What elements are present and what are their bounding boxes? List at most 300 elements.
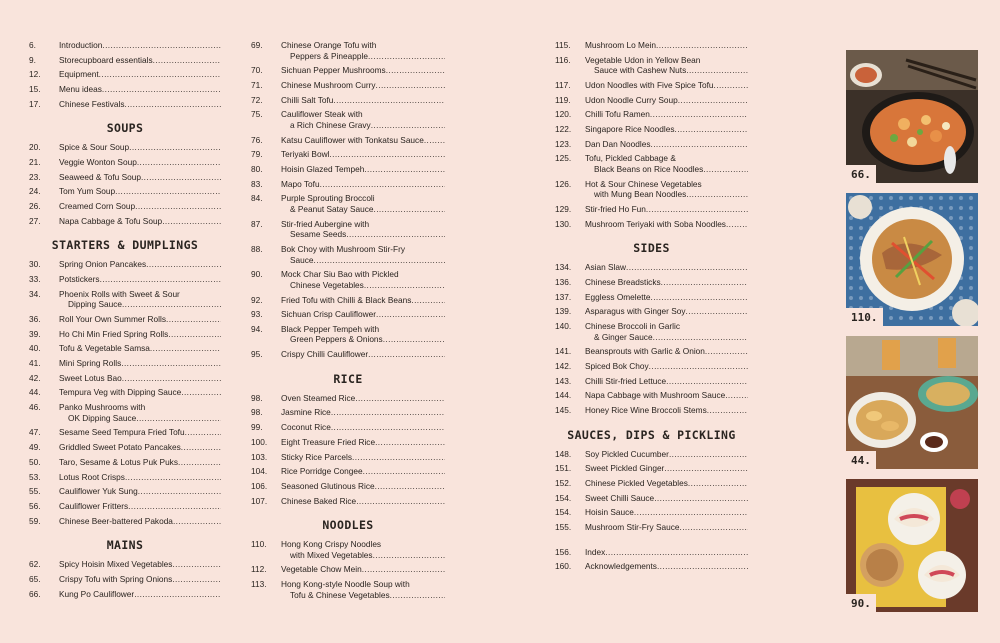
contents-entry[interactable] [555,463,748,474]
contents-entry[interactable] [251,109,445,130]
contents-entry[interactable] [555,306,748,317]
page-number: 119. [555,94,571,105]
recipe-title: Napa Cabbage with Mushroom Sauce [585,390,726,401]
dot-leader [333,95,445,106]
recipe-title: Tom Yum Soup [59,186,116,197]
recipe-title: Mini Spring Rolls [59,358,122,369]
contents-entry[interactable] [29,343,221,354]
dot-leader [653,332,748,343]
contents-entry[interactable] [29,259,221,270]
contents-entry[interactable] [29,289,221,310]
page-number: 88. [251,243,263,254]
contents-entry[interactable] [251,564,445,575]
recipe-title: Singapore Rice Noodles [585,124,675,135]
page-number: 23. [29,171,41,182]
contents-entry[interactable] [251,164,445,175]
dot-leader [178,457,221,468]
contents-entry[interactable] [251,244,445,265]
dot-leader [390,590,445,601]
page-number: 34. [29,288,41,299]
dot-leader [100,274,221,285]
recipe-title: Tofu & Chinese Vegetables [290,589,390,600]
recipe-title: Mushroom Teriyaki with Soba Noodles [585,218,726,229]
dot-leader [375,437,445,448]
contents-entry[interactable] [555,204,748,215]
page-number: 27. [29,215,41,226]
dot-leader [646,204,748,215]
page-number: 125. [555,153,572,164]
contents-entry[interactable] [29,402,221,423]
recipe-title: & Peanut Satay Sauce [290,203,374,214]
recipe-title: Spring Onion Pancakes [59,259,147,270]
recipe-title: Hoisin Sauce [585,507,634,518]
contents-entry[interactable] [29,486,221,497]
recipe-title: with Mixed Vegetables [290,549,373,560]
recipe-title: Sesame Seed Tempura Fried Tofu [59,427,185,438]
contents-column-2 [251,40,445,604]
page-number: 115. [555,40,571,50]
dot-leader [626,262,748,273]
contents-entry[interactable] [555,109,748,120]
dot-leader [102,40,221,51]
contents-entry[interactable] [29,457,221,468]
page-number: 56. [29,500,41,511]
page-number: 24. [29,186,41,197]
page-number: 80. [251,164,263,174]
contents-entry[interactable] [29,216,221,227]
recipe-title: Cauliflower Steak with [281,109,363,120]
dot-leader [383,334,445,345]
recipe-title: Soy Pickled Cucumber [585,448,669,459]
recipe-title: Cauliflower Fritters [59,500,129,511]
contents-entry[interactable] [555,139,748,150]
page-number: 104. [251,466,268,477]
contents-entry[interactable] [555,561,748,572]
contents-entry[interactable] [251,219,445,240]
page-number: 136. [555,276,572,287]
contents-entry[interactable] [251,466,445,477]
dot-leader [634,507,748,518]
page-number: 47. [29,427,41,438]
page-number: 151. [555,463,572,474]
page-number: 70. [251,65,263,76]
contents-entry[interactable] [555,262,748,273]
recipe-title: Chinese Orange Tofu with [281,40,377,50]
recipe-title: Black Beans on Rice Noodles [594,164,704,174]
dot-leader [657,561,748,572]
contents-entry[interactable] [555,405,748,416]
dot-leader [329,149,445,160]
contents-entry[interactable] [29,99,221,110]
contents-entry[interactable] [29,142,221,153]
recipe-title: Chinese Pickled Vegetables [585,478,688,488]
recipe-title: Tofu, Pickled Cabbage & [585,153,676,164]
contents-entry[interactable] [555,179,748,200]
contents-entry[interactable] [251,452,445,463]
contents-entry[interactable] [555,219,748,230]
page-number: 90. [251,269,263,280]
page-number: 44. [29,387,41,398]
recipe-title: OK Dipping Sauce [68,412,137,423]
page-number: 9. [29,54,36,65]
section-heading: NOODLES [322,518,374,533]
dot-leader [352,452,445,463]
recipe-title: Kung Po Cauliflower [59,588,135,599]
dot-leader [680,522,748,533]
recipe-title: Udon Noodles with Five Spice Tofu [585,79,714,90]
recipe-title: Chinese Baked Rice [281,495,357,506]
page-number: 15. [29,84,41,95]
recipe-title: Menu ideas [59,84,102,95]
dot-leader [124,99,221,110]
page-number: 79. [251,149,263,160]
dot-leader [674,124,748,135]
page-number: 137. [555,291,572,302]
dot-leader [650,109,748,120]
dot-leader [122,299,221,310]
recipe-title: Fried Tofu with Chilli & Black Beans [281,294,412,305]
contents-entry[interactable] [555,346,748,357]
dot-leader [135,201,221,212]
recipe-title: Dan Dan Noodles [585,138,651,149]
page-number: 98. [251,392,263,403]
page-number: 112. [251,564,267,575]
recipe-title: Spice & Sour Soup [59,142,130,153]
contents-entry[interactable] [251,80,445,91]
contents-entry[interactable] [29,201,221,212]
dot-leader [371,120,445,131]
recipe-title: Cauliflower Yuk Sung [59,486,138,497]
dot-leader [686,65,748,76]
dot-leader [688,478,748,489]
page-number: 122. [555,124,572,135]
page-number: 144. [555,390,572,401]
recipe-title: Vegetable Udon in Yellow Bean [585,54,701,65]
recipe-title: with Mung Bean Noodles [594,189,687,200]
contents-entry[interactable] [29,373,221,384]
recipe-title: Index [585,546,606,557]
recipe-title: & Ginger Sauce [594,331,653,342]
dot-leader [137,157,221,168]
dot-leader [172,559,221,570]
dot-leader [185,427,221,438]
recipe-title: Potstickers [59,274,100,285]
contents-entry[interactable] [29,314,221,325]
page-number: 49. [29,442,41,453]
recipe-title: Rice Porridge Congee [281,466,363,477]
recipe-title: Sesame Seeds [290,229,347,240]
contents-entry[interactable] [29,387,221,398]
page-number: 141. [555,346,572,357]
dot-leader [99,69,221,80]
contents-entry[interactable] [251,309,445,320]
contents-entry[interactable] [251,193,445,214]
recipe-title: Beansprouts with Garlic & Onion [585,346,705,357]
contents-entry[interactable] [251,437,445,448]
section-heading: RICE [333,371,363,386]
recipe-title: Chilli Salt Tofu [281,94,334,105]
contents-entry[interactable] [555,321,748,342]
photo-page-badge: 44. [846,451,876,469]
page-number: 129. [555,203,572,214]
wok-dish-illustration [846,50,978,183]
dot-leader [386,65,445,76]
dot-leader [331,422,445,433]
page-number: 72. [251,94,263,105]
page-number: 21. [29,157,41,168]
recipe-title: Crispy Chilli Cauliflower [281,349,369,360]
page-number: 155. [555,522,572,533]
dot-leader [168,329,221,340]
page-number: 69. [251,40,263,50]
contents-entry[interactable] [555,449,748,460]
page-number: 92. [251,294,263,305]
contents-column-1 [29,40,221,603]
page-number: 65. [29,573,41,584]
recipe-title: Sichuan Pepper Mushrooms [281,65,386,76]
recipe-title: Sweet Pickled Ginger [585,463,665,474]
contents-entry[interactable] [251,481,445,492]
page-number: 154. [555,492,572,503]
contents-entry[interactable] [555,390,748,401]
recipe-title: Lotus Root Crisps [59,471,125,482]
recipe-title: Taro, Sesame & Lotus Puk Puks [59,456,178,467]
page-number: 145. [555,405,572,416]
recipe-title: Peppers & Pineapple [290,50,368,61]
contents-entry[interactable] [555,80,748,91]
page-number: 46. [29,402,41,413]
contents-entry[interactable] [251,407,445,418]
photo-page-badge: 66. [846,165,876,183]
contents-entry[interactable] [29,589,221,600]
contents-entry[interactable] [555,507,748,518]
page-number: 33. [29,274,41,285]
dot-leader [146,259,221,270]
recipe-title: Sichuan Crisp Cauliflower [281,309,376,320]
page-number: 40. [29,343,41,354]
recipe-title: Vegetable Chow Mein [281,564,362,575]
dot-leader [129,142,221,153]
recipe-title: Black Pepper Tempeh with [281,323,380,334]
contents-entry[interactable] [555,478,748,489]
dot-leader [346,229,445,240]
dot-leader [172,574,221,585]
dot-leader [181,387,221,398]
recipe-title: Mock Char Siu Bao with Pickled [281,269,399,280]
page-number: 152. [555,478,572,488]
page-number: 17. [29,98,41,109]
dot-leader [707,405,748,416]
dot-leader [669,449,748,460]
page-number: 95. [251,349,263,360]
page-number: 106. [251,480,268,491]
dot-leader [320,179,445,190]
contents-entry[interactable] [555,522,748,533]
page-number: 93. [251,309,263,320]
contents-entry[interactable] [555,124,748,135]
dot-leader [686,189,748,200]
recipe-title: Tempura Veg with Dipping Sauce [59,387,182,398]
contents-entry[interactable] [251,65,445,76]
dot-leader [605,547,748,558]
contents-entry[interactable] [29,55,221,66]
dot-leader [364,280,445,291]
page-number: 117. [555,79,571,90]
recipe-title: Chilli Stir-fried Lettuce [585,375,667,386]
contents-entry[interactable] [29,472,221,483]
dot-leader [314,255,445,266]
dot-leader [686,306,748,317]
recipe-title: Ho Chi Min Fried Spring Rolls [59,328,169,339]
recipe-title: Chinese Festivals [59,98,125,109]
recipe-title: Hoisin Glazed Tempeh [281,164,365,174]
contents-entry[interactable] [251,496,445,507]
photo-page-badge: 110. [846,308,883,326]
contents-entry[interactable] [555,361,748,372]
recipe-title: Spicy Hoisin Mixed Vegetables [59,559,173,570]
photo-tempura-table [846,336,978,469]
contents-entry[interactable] [29,442,221,453]
contents-entry[interactable] [251,269,445,290]
page-number: 156. [555,546,572,557]
recipe-title: Hong Kong Crispy Noodles [281,539,382,550]
contents-entry[interactable] [251,539,445,560]
dot-leader [102,84,221,95]
contents-entry[interactable] [251,349,445,360]
recipe-title: Napa Cabbage & Tofu Soup [59,215,163,226]
dot-leader [128,501,221,512]
page-number: 26. [29,201,41,212]
contents-entry[interactable] [29,358,221,369]
contents-entry[interactable] [251,135,445,146]
contents-entry[interactable] [29,186,221,197]
contents-entry[interactable] [251,324,445,345]
contents-entry[interactable] [251,179,445,190]
contents-entry[interactable] [29,516,221,527]
recipe-title: Chinese Mushroom Curry [281,79,376,90]
page-number: 113. [251,579,267,590]
page-number: 103. [251,451,268,462]
contents-entry[interactable] [29,501,221,512]
recipe-title: Chinese Breadsticks [585,276,661,287]
section-heading: SIDES [633,241,670,256]
contents-entry[interactable] [29,574,221,585]
recipe-title: Crispy Tofu with Spring Onions [59,573,173,584]
page-number: 94. [251,323,263,334]
dot-leader [714,80,748,91]
contents-entry[interactable] [29,40,221,51]
recipe-title: Equipment [59,69,99,80]
contents-entry[interactable] [555,277,748,288]
dot-leader [181,442,221,453]
dot-leader [125,472,221,483]
contents-entry[interactable] [251,295,445,306]
dot-leader [364,164,445,175]
contents-entry[interactable] [29,69,221,80]
recipe-title: Eight Treasure Fried Rice [281,436,376,447]
page-number: 123. [555,138,572,149]
tempura-table-illustration [846,336,978,469]
dot-leader [726,219,748,230]
contents-entry[interactable] [555,547,748,558]
page-number: 139. [555,306,572,317]
recipe-title: Green Peppers & Onions [290,334,383,345]
recipe-title: Mushroom Lo Mein [585,40,657,50]
recipe-title: Udon Noodle Curry Soup [585,94,678,105]
page-number: 143. [555,375,572,386]
contents-entry[interactable] [555,376,748,387]
contents-entry[interactable] [555,292,748,303]
contents-entry[interactable] [251,579,445,600]
contents-entry[interactable] [29,329,221,340]
contents-column-3 [555,40,748,576]
page-number: 110. [251,539,267,550]
contents-entry[interactable] [251,40,445,61]
page-number: 41. [29,358,41,369]
contents-entry[interactable] [251,422,445,433]
contents-entry[interactable] [251,95,445,106]
contents-entry[interactable] [29,559,221,570]
page-number: 87. [251,218,263,229]
dot-leader [411,295,445,306]
recipe-title: Stir-fried Ho Fun [585,203,646,214]
contents-entry[interactable] [555,493,748,504]
page-number: 12. [29,69,41,80]
contents-entry[interactable] [555,55,748,76]
dot-leader [122,373,221,384]
contents-entry[interactable] [29,157,221,168]
contents-entry[interactable] [29,84,221,95]
page-number: 59. [29,515,41,526]
recipe-title: Stir-fried Aubergine with [281,218,370,229]
dot-leader [331,407,445,418]
dot-leader [150,343,221,354]
dot-leader [705,346,748,357]
dot-leader [134,589,221,600]
dot-leader [654,493,748,504]
contents-entry[interactable] [29,274,221,285]
page-number: 71. [251,79,263,90]
contents-entry[interactable] [251,149,445,160]
dot-leader [666,376,748,387]
dot-leader [376,309,445,320]
page-number: 50. [29,456,41,467]
contents-entry[interactable] [29,172,221,183]
contents-entry[interactable] [251,393,445,404]
page-number: 53. [29,471,41,482]
page-number: 107. [251,495,268,506]
contents-entry[interactable] [29,427,221,438]
contents-entry[interactable] [555,40,748,51]
page-number: 83. [251,178,263,189]
recipe-title: Phoenix Rolls with Sweet & Sour [59,288,180,299]
recipe-title: Bok Choy with Mushroom Stir-Fry [281,243,406,254]
page-number: 66. [29,588,41,599]
recipe-title: Honey Rice Wine Broccoli Stems [585,405,707,416]
page-number: 55. [29,486,41,497]
recipe-title: Chinese Vegetables [290,279,364,290]
dot-leader [368,349,445,360]
recipe-title: Hong Kong-style Noodle Soup with [281,579,410,590]
dot-leader [115,186,221,197]
contents-entry[interactable] [555,95,748,106]
page-number: 140. [555,321,572,331]
dot-leader [375,481,445,492]
recipe-title: Griddled Sweet Potato Pancakes [59,442,181,453]
recipe-title: Eggless Omelette [585,291,651,302]
dot-leader [166,314,221,325]
contents-entry[interactable] [555,153,748,174]
